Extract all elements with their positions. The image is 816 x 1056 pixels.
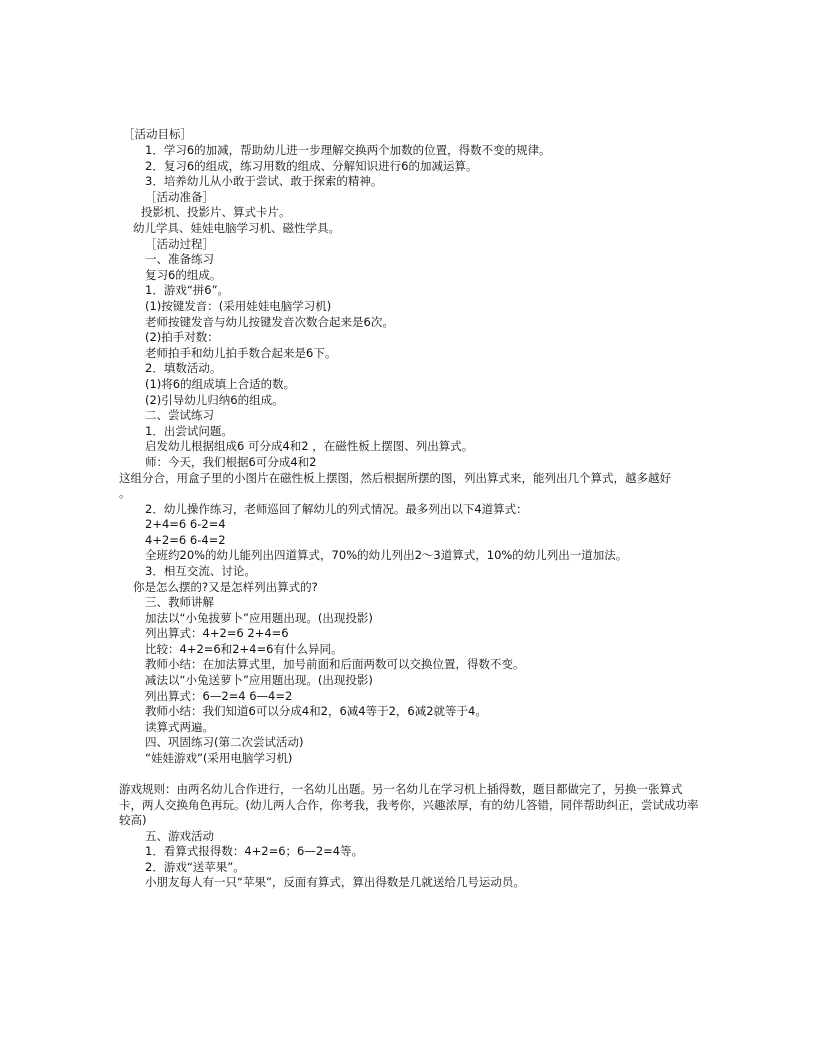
body-line: 读算式两遍。 bbox=[145, 720, 214, 734]
body-line: 教师小结：我们知道6可以分成4和2，6减4等于2，6减2就等于4。 bbox=[145, 704, 487, 718]
body-line: 加法以“小兔拔萝卜”应用题出现。(出现投影) bbox=[145, 611, 373, 625]
body-line: (2)拍手对数： bbox=[145, 330, 219, 344]
heading-activity-goals: ［活动目标］ bbox=[123, 127, 192, 141]
game-rules-paragraph: 游戏规则：由两名幼儿合作进行，一名幼儿出题。另一名幼儿在学习机上插得数，题目都做完了，另换一张算式卡，两人交换角色再玩。(幼儿两人合作，你考我，我考你，兴趣浓厚，有的幼儿答错，同伴帮助纠正，尝试成功率较高) bbox=[119, 782, 699, 828]
body-line: 1．游戏“拼6”。 bbox=[145, 283, 230, 297]
body-line: 1．看算式报得数：4+2=6；6—2=4等。 bbox=[145, 844, 364, 858]
body-line: 你是怎么摆的?又是怎样列出算式的? bbox=[133, 580, 318, 594]
section-heading-5: 五、游戏活动 bbox=[145, 829, 214, 843]
heading-activity-process: ［活动过程］ bbox=[145, 237, 214, 251]
body-line: (2)引导幼儿归纳6的组成。 bbox=[145, 393, 284, 407]
section-heading-2: 二、尝试练习 bbox=[145, 408, 214, 422]
body-line: 这组分合，用盒子里的小图片在磁性板上摆图，然后根据所摆的图，列出算式来，能列出几个算式，越多越好 bbox=[119, 471, 671, 485]
body-line: 2．填数活动。 bbox=[145, 361, 222, 375]
body-line: (1)按键发音：(采用娃娃电脑学习机) bbox=[145, 299, 332, 313]
body-line: 教师小结：在加法算式里，加号前面和后面两数可以交换位置，得数不变。 bbox=[145, 657, 525, 671]
body-line: 列出算式：6—2=4 6—4=2 bbox=[145, 689, 293, 703]
section-heading-4: 四、巩固练习(第二次尝试活动) bbox=[145, 735, 304, 749]
section-heading-1: 一、准备练习 bbox=[145, 252, 214, 266]
heading-activity-preparation: ［活动准备］ bbox=[145, 190, 214, 204]
goal-item-2: 2．复习6的组成，练习用数的组成、分解知识进行6的加减运算。 bbox=[145, 159, 478, 173]
body-line: 复习6的组成。 bbox=[145, 268, 222, 282]
body-line: 2．游戏“送苹果”。 bbox=[145, 860, 245, 874]
body-line: 师：今天，我们根据6可分成4和2 bbox=[145, 455, 317, 469]
body-line: 列出算式：4+2=6 2+4=6 bbox=[145, 626, 289, 640]
body-line: 3．相互交流、讨论。 bbox=[145, 564, 256, 578]
body-line: 启发幼儿根据组成6 可分成4和2 ，在磁性板上摆图、列出算式。 bbox=[145, 439, 474, 453]
body-line: 减法以“小兔送萝卜”应用题出现。(出现投影) bbox=[145, 673, 373, 687]
equation-line: 2+4=6 6-2=4 bbox=[145, 517, 226, 531]
body-line: 全班约20%的幼儿能列出四道算式，70%的幼儿列出2～3道算式，10%的幼儿列出一道加法。 bbox=[145, 548, 628, 562]
preparation-line-2: 幼儿学具、娃娃电脑学习机、磁性学具。 bbox=[133, 221, 340, 235]
equation-line: 4+2=6 6-4=2 bbox=[145, 533, 226, 547]
body-line: 老师按键发音与幼儿按键发音次数合起来是6次。 bbox=[145, 315, 394, 329]
body-line: 比较：4+2=6和2+4=6有什么异同。 bbox=[145, 642, 343, 656]
body-line: 1．出尝试问题。 bbox=[145, 424, 233, 438]
body-line: (1)将6的组成填上合适的数。 bbox=[145, 377, 296, 391]
body-line: 老师拍手和幼儿拍手数合起来是6下。 bbox=[145, 346, 337, 360]
preparation-line-1: 投影机、投影片、算式卡片。 bbox=[141, 205, 291, 219]
body-line: 。 bbox=[119, 486, 131, 500]
goal-item-3: 3．培养幼儿从小敢于尝试、敢于探索的精神。 bbox=[145, 174, 383, 188]
body-line: 小朋友每人有一只“苹果”，反面有算式，算出得数是几就送给几号运动员。 bbox=[145, 875, 525, 889]
section-heading-3: 三、教师讲解 bbox=[145, 595, 214, 609]
body-line: “娃娃游戏”(采用电脑学习机) bbox=[145, 751, 293, 765]
goal-item-1: 1．学习6的加减，帮助幼儿进一步理解交换两个加数的位置，得数不变的规律。 bbox=[145, 143, 551, 157]
body-line: 2．幼儿操作练习，老师巡回了解幼儿的列式情况。最多列出以下4道算式： bbox=[145, 502, 528, 516]
